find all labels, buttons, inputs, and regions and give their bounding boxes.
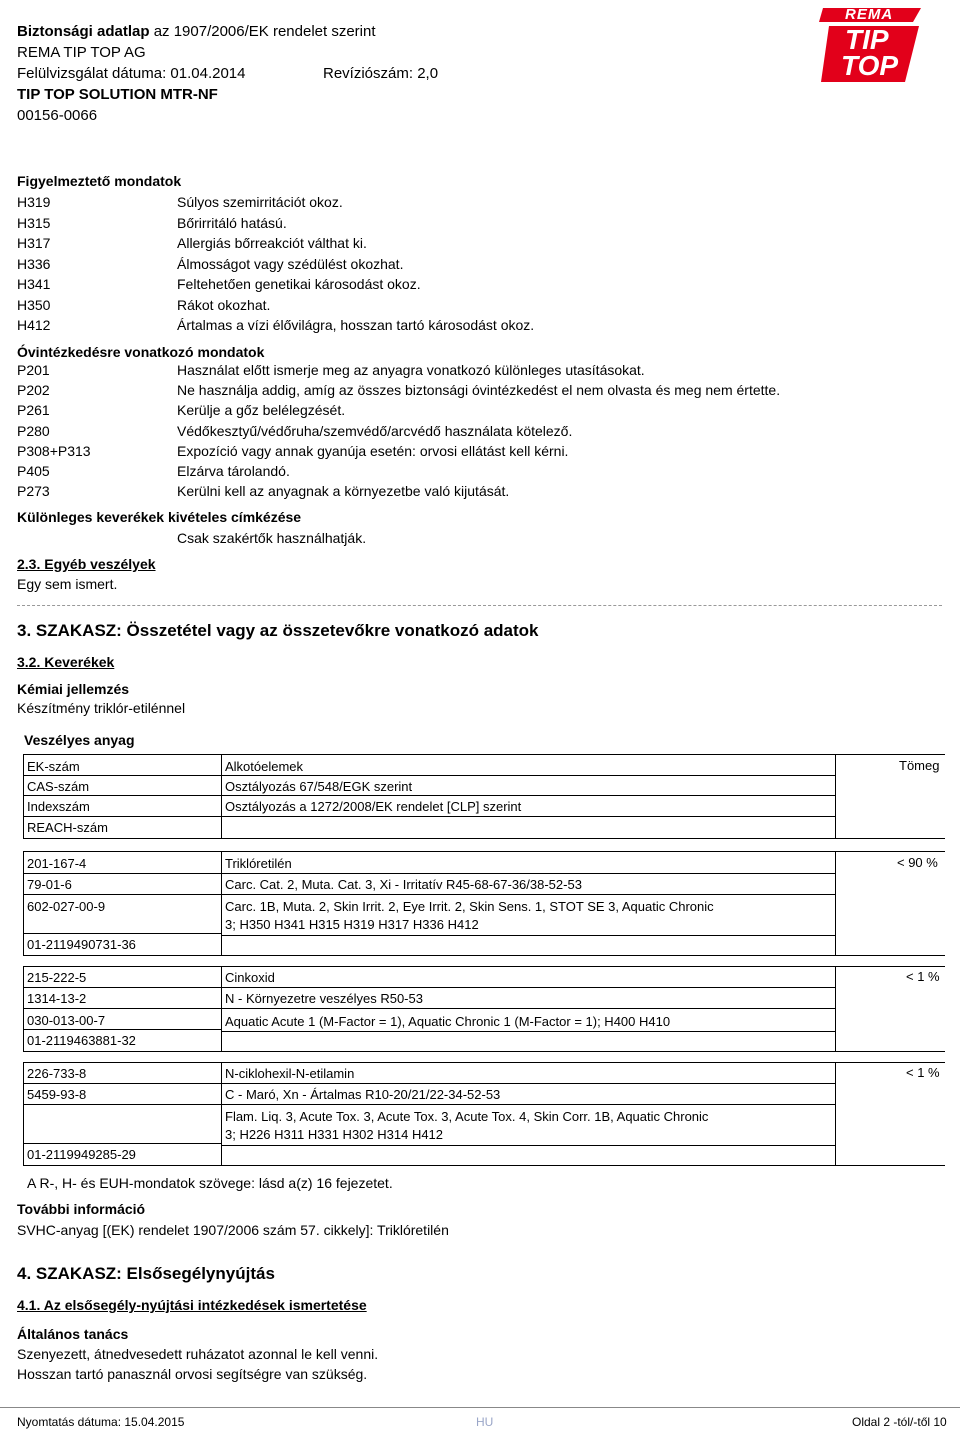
- hazard-statement-text: Álmosságot vagy szédülést okozhat.: [177, 255, 404, 272]
- hazard-statement-text: Rákot okozhat.: [177, 296, 271, 313]
- table-column-divider: [221, 851, 222, 955]
- precautionary-statements-heading: Óvintézkedésre vonatkozó mondatok: [17, 344, 265, 360]
- substance-1-index: 602-027-00-9: [27, 899, 106, 914]
- precautionary-statement-code: P280: [17, 422, 50, 439]
- header-row-line: [23, 775, 221, 776]
- footer-line: [0, 1407, 960, 1408]
- hazard-statement-code: H350: [17, 296, 51, 313]
- header-row-line: [23, 795, 221, 796]
- substance-1-row-line: [23, 873, 221, 874]
- hazard-statement-code: H317: [17, 235, 51, 251]
- substance-2-row-line: [23, 1029, 221, 1030]
- review-date: Felülvizsgálat dátuma: 01.04.2014: [17, 65, 246, 82]
- substance-3-row-line: [221, 1083, 835, 1084]
- header-ek-label: EK-szám: [27, 759, 80, 774]
- substance-2-index: 030-013-00-7: [27, 1013, 106, 1028]
- substance-2-row-line: [221, 1008, 835, 1009]
- substance-3-clp-line1: Flam. Liq. 3, Acute Tox. 3, Acute Tox. 3, Acute Tox. 4, Skin Corr. 1B, Aquatic Chronic: [225, 1109, 709, 1124]
- page-number: Oldal 2 -tól/-től 10: [852, 1415, 947, 1429]
- substance-2-row-line: [221, 987, 835, 988]
- substance-3-row-line: [23, 1104, 221, 1105]
- substance-1-row-line: [23, 894, 221, 895]
- table-column-divider: [221, 1062, 222, 1165]
- substance-1-dsd: Carc. Cat. 2, Muta. Cat. 3, Xi - Irritatív R45-68-67-36/38-52-53: [225, 877, 582, 892]
- precautionary-statement-code: P405: [17, 463, 50, 479]
- further-information-heading: További információ: [17, 1201, 146, 1217]
- r-h-phrases-note: A R-, H- és EUH-mondatok szövege: lásd a(z) 16 fejezetet.: [27, 1175, 393, 1191]
- hazard-statement-code: H319: [17, 194, 51, 210]
- special-labelling-heading: Különleges keverékek kivételes címkézése: [17, 509, 302, 525]
- rema-tip-top-logo: [815, 4, 925, 86]
- substance-3-row-line: [221, 1104, 835, 1105]
- special-labelling-text: Csak szakértők használhatják.: [177, 530, 367, 546]
- substance-2-ek: 215-222-5: [27, 970, 87, 985]
- precautionary-statement-text: Kerülje a gőz belélegzését.: [177, 402, 346, 419]
- company-name: REMA TIP TOP AG: [17, 44, 146, 61]
- header-cas-label: CAS-szám: [27, 779, 90, 794]
- substance-3-bottom-line: [23, 1165, 945, 1166]
- substance-3-ek: 226-733-8: [27, 1066, 87, 1081]
- substance-3-dsd: C - Maró, Xn - Ártalmas R10-20/21/22-34-52-53: [225, 1087, 501, 1102]
- substance-3-clp-line2: 3; H226 H311 H331 H302 H314 H412: [225, 1127, 444, 1142]
- substance-2-dsd: N - Környezetre veszélyes R50-53: [225, 991, 423, 1006]
- substance-2-clp-line1: Aquatic Acute 1 (M-Factor = 1), Aquatic Chronic 1 (M-Factor = 1); H400 H410: [225, 1014, 671, 1029]
- hazard-statement-text: Súlyos szemirritációt okoz.: [177, 194, 343, 210]
- precautionary-statement-text: Elzárva tárolandó.: [177, 463, 290, 479]
- section3-heading: 3. SZAKASZ: Összetétel vagy az összetevőkre vonatkozó adatok: [17, 621, 539, 640]
- product-name: TIP TOP SOLUTION MTR-NF: [17, 86, 218, 103]
- header-mass-label: Tömeg: [899, 758, 940, 773]
- logo-text-rema: REMA: [845, 6, 894, 23]
- substance-1-mass: < 90 %: [897, 855, 938, 870]
- other-hazards-heading: 2.3. Egyéb veszélyek: [17, 556, 156, 572]
- hazard-statements-heading: Figyelmeztető mondatok: [17, 173, 182, 189]
- substance-2-row-line: [23, 1008, 221, 1009]
- header-row-line: [221, 795, 835, 796]
- hazard-statement-text: Feltehetően genetikai károsodást okoz.: [177, 276, 421, 292]
- substance-3-reach: 01-2119949285-29: [27, 1147, 136, 1162]
- general-advice-line2: Hosszan tartó panasznál orvosi segítségre van szükség.: [17, 1366, 368, 1382]
- substance-2-cas: 1314-13-2: [27, 991, 87, 1006]
- table-column-divider: [221, 754, 222, 838]
- substance-3-name: N-ciklohexil-N-etilamin: [225, 1066, 355, 1081]
- substance-1-name: Triklóretilén: [225, 856, 292, 871]
- substance-2-reach: 01-2119463881-32: [27, 1033, 136, 1048]
- substance-1-row-line: [221, 935, 835, 936]
- substance-1-ek: 201-167-4: [27, 856, 87, 871]
- substance-2-mass: < 1 %: [906, 969, 940, 984]
- substance-3-mass: < 1 %: [906, 1065, 940, 1080]
- table-left-border: [23, 851, 24, 955]
- hazard-statement-code: H315: [17, 214, 51, 231]
- table-column-divider: [835, 754, 836, 838]
- section4-subheading: 4.1. Az elsősegély-nyújtási intézkedések ismertetése: [17, 1297, 367, 1313]
- substance-2-bottom-line: [23, 1051, 945, 1052]
- header-dsd-label: Osztályozás 67/548/EGK szerint: [225, 779, 413, 794]
- header-clp-label: Osztályozás a 1272/2008/EK rendelet [CLP] szerint: [225, 799, 522, 814]
- header-components-label: Alkotóelemek: [225, 759, 304, 774]
- table-top-border: [23, 754, 945, 755]
- substance-1-bottom-line: [23, 955, 945, 956]
- precautionary-statement-code: P261: [17, 402, 50, 419]
- table-column-divider: [221, 966, 222, 1051]
- substance-2-row-line: [23, 987, 221, 988]
- table-left-border: [23, 754, 24, 838]
- document-title: [17, 23, 376, 40]
- substance-1-row-line: [23, 933, 221, 934]
- substance-1-row-line: [221, 894, 835, 895]
- substance-3-row-line: [23, 1143, 221, 1144]
- substance-1-top-line: [23, 851, 945, 852]
- other-hazards-text: Egy sem ismert.: [17, 576, 118, 592]
- precautionary-statement-text: Védőkesztyű/védőruha/szemvédő/arcvédő használata kötelező.: [177, 422, 573, 439]
- precautionary-statement-text: Használat előtt ismerje meg az anyagra vonatkozó különleges utasításokat.: [177, 362, 645, 378]
- document-title-rest: az 1907/2006/EK rendelet szerint: [149, 23, 376, 40]
- precautionary-statement-text: Expozíció vagy annak gyanúja esetén: orvosi ellátást kell kérni.: [177, 442, 569, 459]
- substance-3-top-line: [23, 1062, 945, 1063]
- substance-1-reach: 01-2119490731-36: [27, 937, 136, 952]
- hazardous-substance-title: Veszélyes anyag: [24, 732, 135, 748]
- chemical-characterization-text: Készítmény triklór-etilénnel: [17, 700, 186, 716]
- product-code: 00156-0066: [17, 107, 98, 124]
- precautionary-statement-code: P201: [17, 362, 50, 378]
- substance-1-clp-line1: Carc. 1B, Muta. 2, Skin Irrit. 2, Eye Irrit. 2, Skin Sens. 1, STOT SE 3, Aquatic Chronic: [225, 899, 714, 914]
- further-information-text: SVHC-anyag [(EK) rendelet 1907/2006 szám 57. cikkely]: Triklóretilén: [17, 1222, 449, 1238]
- hazard-statement-code: H336: [17, 255, 51, 272]
- section3-subheading: 3.2. Keverékek: [17, 654, 115, 670]
- logo-text-top: TOP: [841, 50, 899, 81]
- table-column-divider: [835, 966, 836, 1051]
- header-index-label: Indexszám: [27, 799, 90, 814]
- general-advice-line1: Szenyezett, átnedvesedett ruházatot azonnal le kell venni.: [17, 1346, 379, 1362]
- header-row-line: [221, 816, 835, 817]
- general-advice-heading: Általános tanács: [17, 1326, 129, 1342]
- hazard-statement-text: Allergiás bőrreakciót válthat ki.: [177, 235, 367, 251]
- table-left-border: [23, 966, 24, 1051]
- header-bottom-line: [23, 838, 945, 839]
- document-title-bold: Biztonsági adatlap: [17, 23, 150, 40]
- logo-text-tip: TIP: [845, 24, 889, 55]
- substance-1-clp-line2: 3; H350 H341 H315 H319 H317 H336 H412: [225, 917, 479, 932]
- hazard-statement-code: H341: [17, 276, 51, 292]
- revision-number: Revíziószám: 2,0: [323, 65, 439, 82]
- print-date: Nyomtatás dátuma: 15.04.2015: [17, 1415, 185, 1429]
- section-divider: [17, 605, 942, 606]
- chemical-characterization-heading: Kémiai jellemzés: [17, 681, 130, 697]
- substance-2-row-line: [221, 1031, 835, 1032]
- hazard-statement-text: Bőrirritáló hatású.: [177, 214, 287, 231]
- precautionary-statement-code: P308+P313: [17, 442, 91, 459]
- table-column-divider: [835, 1062, 836, 1165]
- section4-heading: 4. SZAKASZ: Elsősegélynyújtás: [17, 1264, 275, 1283]
- hazard-statement-text: Ártalmas a vízi élővilágra, hosszan tartó károsodást okoz.: [177, 317, 535, 333]
- substance-3-row-line: [221, 1145, 835, 1146]
- table-left-border: [23, 1062, 24, 1165]
- header-row-line: [221, 775, 835, 776]
- hazard-statement-code: H412: [17, 317, 51, 333]
- header-row-line: [23, 816, 221, 817]
- precautionary-statement-text: Ne használja addig, amíg az összes biztonsági óvintézkedést el nem olvasta és meg nem értette.: [177, 382, 781, 399]
- precautionary-statement-text: Kerülni kell az anyagnak a környezetbe való kijutását.: [177, 483, 510, 500]
- table-column-divider: [835, 851, 836, 955]
- header-reach-label: REACH-szám: [27, 820, 108, 835]
- precautionary-statement-code: P202: [17, 382, 50, 399]
- substance-1-row-line: [221, 873, 835, 874]
- substance-3-row-line: [23, 1083, 221, 1084]
- substance-3-cas: 5459-93-8: [27, 1087, 87, 1102]
- substance-2-top-line: [23, 966, 945, 967]
- precautionary-statement-code: P273: [17, 483, 50, 500]
- language-code: HU: [476, 1415, 494, 1429]
- substance-2-name: Cinkoxid: [225, 970, 275, 985]
- substance-1-cas: 79-01-6: [27, 877, 72, 892]
